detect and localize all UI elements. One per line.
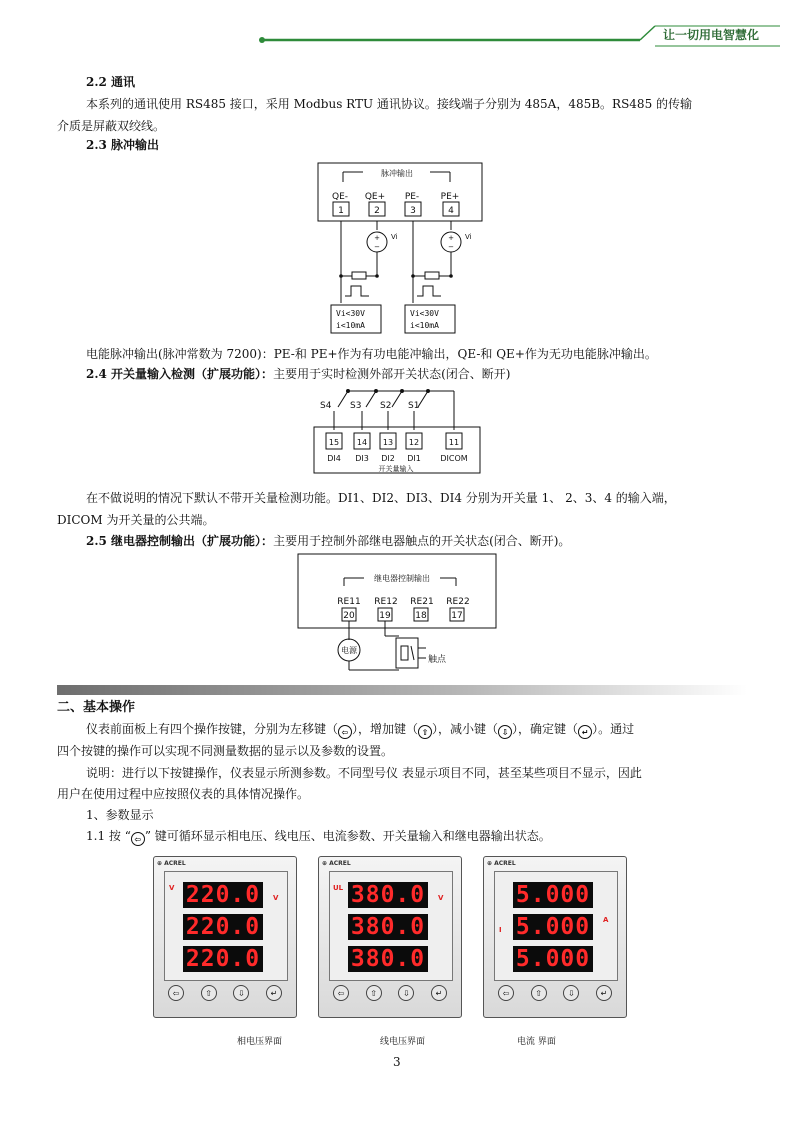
svg-text:+: +: [448, 234, 454, 242]
para1-part-d: ），确定键（: [512, 722, 579, 736]
contact-label: 触点: [428, 655, 447, 665]
di2-label: DI2: [381, 454, 395, 463]
left-note-current: i<10mA: [336, 321, 365, 330]
di1-label: DI1: [407, 454, 421, 463]
relay-terminal-20: 20: [343, 611, 355, 621]
section-2-5-heading: 2.5 继电器控制输出（扩展功能）：: [86, 534, 274, 548]
header-slogan: 让一切用电智慧化: [663, 28, 760, 42]
relay-re12-label: RE12: [374, 597, 398, 607]
para1-part-e: ）。通过: [592, 722, 635, 736]
item-1-1-part-b: ” 键可循环显示相电压、线电压、电流参数、开关量输入和继电器输出状态。: [144, 829, 551, 843]
meter-display-row-2: 380.0: [348, 914, 428, 940]
meter-screen: [164, 871, 288, 981]
di-terminal-15: 15: [328, 438, 340, 447]
dicom-label: DICOM: [440, 454, 468, 463]
meter-display-row-3: 5.000: [513, 946, 593, 972]
section-2-5-heading-rest: 主要用于控制外部继电器触点的开关状态(闭合、断开)。: [273, 534, 571, 548]
section-2-4-heading-rest: 主要用于实时检测外部开关状态(闭合、断开): [273, 367, 511, 381]
meter-phase-voltage: [153, 856, 297, 1018]
right-note-current: i<10mA: [410, 321, 439, 330]
section-2-2-line2: 介质是屏蔽双绞线。: [57, 119, 166, 133]
pulse-diagram-title: 脉冲输出: [381, 169, 413, 178]
section-2-3-desc: 电能脉冲输出(脉冲常数为 7200)：PE-和 PE+作为有功电能冲输出，QE-和 QE+作为无功电能脉冲输出。: [86, 347, 657, 361]
relay-re11-label: RE11: [337, 597, 361, 607]
meter-left-key[interactable]: ⇦: [168, 985, 184, 1001]
di3-label: DI3: [355, 454, 369, 463]
header: [0, 0, 794, 50]
di-terminal-14: 14: [356, 438, 368, 447]
para1-part-a: 仪表前面板上有四个操作按键，分别为左移键（: [86, 722, 339, 736]
section-divider-bar: [57, 685, 747, 695]
switch-s4-label: S4: [320, 401, 332, 411]
section-2-5-heading-line: [86, 533, 570, 549]
page-number: 3: [393, 1055, 401, 1069]
power-source-label: 电源: [341, 646, 357, 655]
meter-down-key[interactable]: ⇩: [398, 985, 414, 1001]
down-key-icon: ⇩: [498, 725, 512, 739]
switch-s3-label: S3: [350, 401, 362, 411]
meter-left-key[interactable]: ⇦: [498, 985, 514, 1001]
para1-part-c: ），减小键（: [432, 722, 499, 736]
meter-brand-logo: ⊕ ACREL: [157, 860, 186, 867]
relay-terminal-18: 18: [415, 611, 427, 621]
meter-display-row-2: 5.000: [513, 914, 593, 940]
meter-up-key[interactable]: ⇧: [531, 985, 547, 1001]
terminal-qe-minus-label: QE-: [331, 192, 349, 202]
meter-enter-key[interactable]: ↵: [596, 985, 612, 1001]
di4-label: DI4: [327, 454, 341, 463]
para1-part-b: ），增加键（: [352, 722, 419, 736]
meter-display-row-1: 220.0: [183, 882, 263, 908]
right-note-voltage: Vi<30V: [410, 309, 439, 318]
section-2-para1-line1: [86, 721, 634, 739]
terminal-qe-plus-label: QE+: [364, 192, 386, 202]
meter-unit-right: A: [603, 916, 609, 924]
meter-display-row-2: 220.0: [183, 914, 263, 940]
svg-text:+: +: [374, 234, 380, 242]
item-1-1-line: [86, 828, 551, 846]
meter-keypad: [333, 985, 447, 1001]
svg-text:−: −: [374, 243, 380, 251]
relay-diagram-title: 继电器控制输出: [374, 574, 430, 583]
terminal-1-number: 1: [338, 206, 344, 216]
terminal-4-number: 4: [448, 206, 454, 216]
switch-s2-label: S2: [380, 401, 392, 411]
meter-current: [483, 856, 627, 1018]
section-2-2-heading: 2.2 通讯: [86, 75, 136, 89]
section-2-4-heading-line: [86, 366, 510, 382]
section-2-3-heading: 2.3 脉冲输出: [86, 138, 160, 152]
up-key-icon: ⇧: [418, 725, 432, 739]
meter-display-row-1: 5.000: [513, 882, 593, 908]
section-2-para1-line2: 四个按键的操作可以实现不同测量数据的显示以及参数的设置。: [57, 744, 394, 758]
section-2-para2-line2: 用户在使用过程中应按照仪表的具体情况操作。: [57, 787, 310, 801]
svg-text:−: −: [448, 243, 454, 251]
left-key-icon: ⇦: [338, 725, 352, 739]
meter-screen: [494, 871, 618, 981]
switch-input-diagram: [310, 385, 485, 485]
meter-brand-logo: ⊕ ACREL: [322, 860, 351, 867]
meter-up-key[interactable]: ⇧: [366, 985, 382, 1001]
switch-s1-label: S1: [408, 401, 420, 411]
section-2-4-heading: 2.4 开关量输入检测（扩展功能）：: [86, 367, 274, 381]
terminal-pe-plus-label: PE+: [440, 192, 460, 202]
meter-caption-line-voltage: 线电压界面: [380, 1037, 426, 1047]
meter-enter-key[interactable]: ↵: [431, 985, 447, 1001]
section-2-para2-line1: 说明：进行以下按键操作，仪表显示所测参数。不同型号仪 表显示项目不同，甚至某些项目不显示，因此: [86, 766, 642, 780]
right-source-label: Vi: [465, 233, 472, 241]
meter-down-key[interactable]: ⇩: [563, 985, 579, 1001]
di-terminal-11: 11: [448, 438, 460, 447]
meter-screen: [329, 871, 453, 981]
meter-keypad: [168, 985, 282, 1001]
item-1-1-part-a: 1.1 按 “: [86, 829, 131, 843]
meter-left-key[interactable]: ⇦: [333, 985, 349, 1001]
meter-unit-right: V: [438, 894, 444, 902]
terminal-pe-minus-label: PE-: [404, 192, 420, 202]
di-terminal-12: 12: [408, 438, 420, 447]
meter-line-voltage: [318, 856, 462, 1018]
meter-display-row-3: 380.0: [348, 946, 428, 972]
relay-output-diagram: [294, 552, 500, 678]
section-2-4-desc1: 在不做说明的情况下默认不带开关量检测功能。DI1、DI2、DI3、DI4 分别为开关量 1、 2、3、4 的输入端，: [86, 491, 676, 505]
meter-down-key[interactable]: ⇩: [233, 985, 249, 1001]
meter-unit-right: V: [273, 894, 279, 902]
meter-caption-phase-voltage: 相电压界面: [237, 1037, 283, 1047]
relay-terminal-19: 19: [379, 611, 391, 621]
terminal-3-number: 3: [410, 206, 416, 216]
meter-caption-current: 电流 界面: [517, 1037, 556, 1047]
relay-re22-label: RE22: [446, 597, 470, 607]
relay-terminal-17: 17: [451, 611, 463, 621]
section-2-heading: 二、基本操作: [57, 700, 136, 715]
section-2-4-desc2: DICOM 为开关量的公共端。: [57, 513, 215, 527]
meter-unit-left: UL: [333, 884, 344, 892]
meter-keypad: [498, 985, 612, 1001]
meter-enter-key[interactable]: ↵: [266, 985, 282, 1001]
terminal-2-number: 2: [374, 206, 380, 216]
meter-unit-left: I: [499, 926, 502, 934]
meter-up-key[interactable]: ⇧: [201, 985, 217, 1001]
meter-display-row-3: 220.0: [183, 946, 263, 972]
relay-re21-label: RE21: [410, 597, 434, 607]
section-2-2-line1: 本系列的通讯使用 RS485 接口，采用 Modbus RTU 通讯协议。接线端子分别为 485A，485B。RS485 的传输: [86, 97, 693, 111]
left-note-voltage: Vi<30V: [336, 309, 365, 318]
meter-display-row-1: 380.0: [348, 882, 428, 908]
meter-unit-left: V: [169, 884, 175, 892]
left-source-label: Vi: [391, 233, 398, 241]
item-1-parameter-display: 1、参数显示: [86, 808, 154, 822]
meter-brand-logo: ⊕ ACREL: [487, 860, 516, 867]
pulse-output-diagram: [315, 158, 485, 340]
left-key-icon: ⇦: [131, 832, 145, 846]
switch-diagram-caption: 开关量输入: [378, 465, 414, 473]
di-terminal-13: 13: [382, 438, 394, 447]
enter-key-icon: ↵: [578, 725, 592, 739]
